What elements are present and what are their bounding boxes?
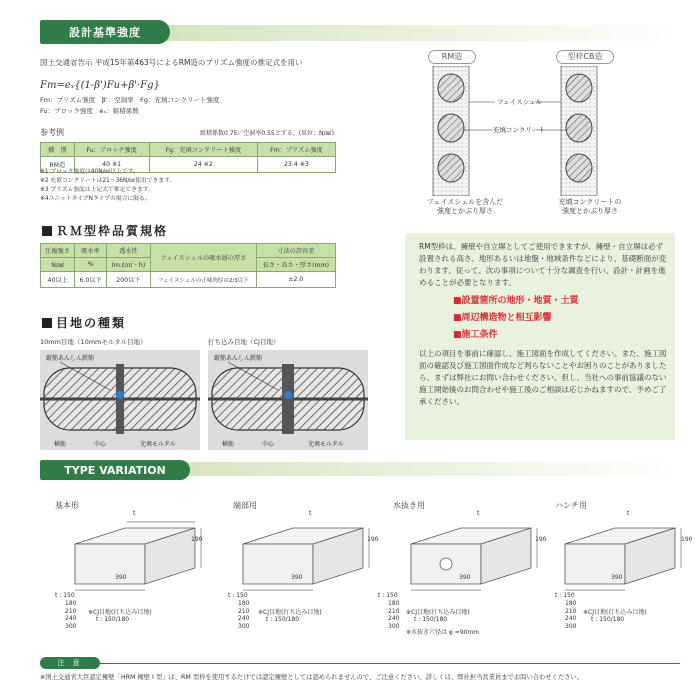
example-cell: 23.4 ※3 [257, 157, 335, 173]
example-note: 組積係数0.75／空洞率0.55とする。(単位：N/㎟) [200, 130, 334, 137]
size-item: t : 150 [228, 592, 248, 599]
quality-header: 透水性 [106, 244, 150, 258]
dim-h: 190 [367, 536, 379, 543]
panel-item: ■設置箇所の地形・地質・土質 [453, 296, 579, 306]
dim-l: 390 [291, 574, 303, 581]
cj-note-drain: ※CJ目地(打ち込み目地) [406, 609, 470, 616]
dim-h: 190 [191, 536, 203, 543]
quality-title-text: ＲＭ型枠品質規格 [56, 224, 169, 238]
example-heading: 参考例 [40, 128, 64, 137]
block-basic-drawing [65, 514, 205, 594]
quality-title [42, 222, 168, 239]
dim-t: t [309, 510, 312, 517]
quality-cell: ±2.0 [256, 272, 335, 288]
formula-legend-1: Fm：プリズム強度 β'：空洞率 Fg：充填コンクリート強度 [40, 96, 220, 104]
quality-header: フェイスシェルの吸水層の厚さ [150, 244, 256, 272]
example-footnotes [40, 168, 175, 204]
size-item: t : 150 [555, 592, 575, 599]
cj-t-haunch: t : 150/180 [591, 616, 625, 623]
quality-table [40, 243, 336, 288]
size-item: 210 [565, 607, 577, 615]
example-cell: 40 ※1 [74, 157, 149, 173]
example-header: Fg：充填コンクリート強度 [149, 143, 257, 157]
panel-item: ■施工条件 [453, 330, 498, 341]
size-item: t : 150 [378, 592, 398, 599]
quality-header: 吸水率 [75, 244, 107, 258]
joints-title [42, 314, 126, 331]
variation-name: 水抜き用 [393, 501, 425, 510]
quality-cell: 40以上 [41, 272, 75, 288]
quality-cell: 6.0以下 [75, 272, 107, 288]
dim-h: 190 [535, 536, 547, 543]
size-item: 240 [65, 615, 77, 623]
rm-bottom-caption: フェイスシェルを含んだ 強度とかぶり厚さ [426, 198, 504, 216]
example-cell: 24 ※2 [149, 157, 257, 173]
size-item: 180 [238, 599, 250, 607]
size-item: 300 [565, 623, 577, 631]
size-item: 300 [65, 623, 77, 631]
size-item: 180 [565, 599, 577, 607]
cb-bottom-caption: 充填コンクリートの 強度とかぶり厚さ [558, 198, 622, 216]
size-item: 240 [238, 615, 250, 623]
panel-item: ■周辺構造物と相互影響 [453, 313, 552, 324]
horiz-label-right: 横筋 [222, 441, 235, 448]
size-item: 240 [388, 615, 400, 623]
cb-tag: 型枠CB造 [556, 50, 614, 64]
joints-title-text: 目地の種類 [56, 316, 127, 330]
faceshell-label: フェイスシェル [497, 98, 542, 106]
example-header: Fu：ブロック強度 [74, 143, 149, 157]
cj-note-end: ※CJ目地(打ち込み目地) [258, 609, 322, 616]
formula-legend-2: Fu：ブロック強度 eₓ：組積係数 [40, 107, 139, 115]
notice-tag: 注 意 [40, 657, 100, 669]
footnote: ※1 ブロック強度は40N/㎟以上です。 [40, 169, 139, 175]
variation-name: ハンチ用 [555, 501, 587, 510]
sizes-basic [55, 592, 76, 631]
quality-cell: フェイスシェルの正味肉厚の2/3以下 [150, 272, 256, 288]
footnote: ※3 プリズム強度は上記式で推定できます。 [40, 186, 154, 193]
size-item: 180 [388, 599, 400, 607]
quality-unit: (m.ℓ/㎡・h) [106, 258, 150, 272]
cj-t-end: t : 150/180 [266, 616, 300, 623]
rebar-label-right: 縦筋あんしん鉄筋 [214, 355, 263, 362]
variation-name: 基本形 [55, 501, 79, 510]
size-item: 210 [238, 607, 250, 615]
size-item: 210 [65, 607, 77, 615]
notice-text: ※国土交通省大臣認定擁壁「HRM 擁壁 I 型」は、RM 型枠を使用するだけでは認定擁壁としては認められませんので、ご注意ください。詳しくは、弊社担当営業員までお問い合わせください。 [40, 674, 584, 681]
size-item: 210 [388, 607, 400, 615]
example-cell: RM造 [41, 157, 75, 173]
footnote: ※2 充填コンクリートは21～36N/㎟使用できます。 [40, 177, 176, 184]
quality-header: 寸法の許容差 [256, 244, 335, 258]
footnote: ※4ユニットタイプNタイプの場合に限る。 [40, 195, 151, 202]
quality-cell: 200以下 [106, 272, 150, 288]
block-drain-drawing [401, 514, 541, 594]
formula: Fm=eₓ{(1-β')Fu+β'·Fg} [40, 80, 160, 91]
block-haunch-drawing [555, 514, 693, 594]
mortar-label-right: 充填モルタル [308, 441, 344, 448]
variation-name: 端部用 [233, 501, 257, 510]
joint-cj-diagram [208, 350, 368, 450]
quality-unit: N/㎟ [41, 258, 75, 272]
mortar-label-left: 充填モルタル [140, 441, 176, 448]
quality-header: 圧縮強さ [41, 244, 75, 258]
dim-l: 390 [459, 574, 471, 581]
joint-right-caption: 打ち込み目地（CJ目地） [208, 338, 280, 346]
size-item: 300 [238, 623, 250, 631]
quality-unit: 長さ・高さ・厚さ(mm) [256, 258, 335, 272]
rebar-label-left: 縦筋あんしん鉄筋 [46, 355, 95, 362]
rm-tag: RM造 [428, 50, 476, 64]
panel-paragraph-2: 以上の項目を事前に確認し、施工図面を作成してください。また、施工図面の確認及び施工図面作成など判らないことやお困りのことがありましたら、まずは弊社にお問い合わせください。但し、当社への事前協議のない施工開始後のお問合わせや施工後のご相談は応じかねますので、予めご了承ください。 [419, 349, 667, 407]
fill-concrete-label: 充填コンクリート [493, 126, 545, 134]
type-variation-title: TYPE VARIATION [40, 460, 190, 480]
cj-t-drain: t : 150/180 [414, 616, 448, 623]
size-item: t : 150 [55, 592, 75, 599]
cj-note-haunch: ※CJ目地(打ち込み目地) [583, 609, 647, 616]
joint-10mm-diagram [40, 350, 200, 450]
dim-t: t [133, 510, 136, 517]
dim-t: t [627, 510, 630, 517]
block-end-drawing [233, 514, 373, 594]
quality-unit: % [75, 258, 107, 272]
rm-cb-diagram [425, 66, 625, 196]
notice-line [40, 663, 680, 664]
dim-t: t [477, 510, 480, 517]
dim-l: 390 [115, 574, 127, 581]
example-header: Fm：プリズム強度 [257, 143, 335, 157]
size-item: 180 [65, 599, 77, 607]
example-header: 種 別 [41, 143, 75, 157]
center-label-left: 中心 [94, 441, 107, 448]
center-label-right: 中心 [262, 441, 275, 448]
cj-note-basic: ※CJ目地(打ち込み目地) [88, 609, 152, 616]
panel-paragraph-1: RM型枠は、擁壁や自立塀としてご使用できますが、擁壁・自立塀は必ず設置される高さ、地形あるいは地盤・地域条件などにより、基礎断面が変わります。従って、次の事項について十分な調査を行い、設計・計画を進めることが必要となります。 [419, 242, 667, 287]
section-title-design: 設計基準強度 [40, 20, 170, 44]
size-item: 300 [388, 623, 400, 631]
notice-panel [405, 233, 675, 440]
sizes-haunch [555, 592, 576, 631]
variation-end [233, 500, 383, 650]
variation-basic [55, 500, 205, 650]
drain-hole-note: ※水抜き穴径は φ =90mm [406, 629, 480, 636]
dim-h: 190 [681, 536, 693, 543]
joint-left-caption: 10mm目地（10mmモルタル目地） [40, 338, 147, 346]
horiz-label-left: 横筋 [54, 441, 67, 448]
sizes-drain [378, 592, 399, 631]
dim-l: 390 [611, 574, 623, 581]
size-item: 240 [565, 615, 577, 623]
design-intro: 国土交通省告示 平成15年第463号によるRM造のプリズム強度の推定式を用い [40, 58, 303, 67]
sizes-end [228, 592, 249, 631]
cj-t-basic: t : 150/180 [96, 616, 130, 623]
